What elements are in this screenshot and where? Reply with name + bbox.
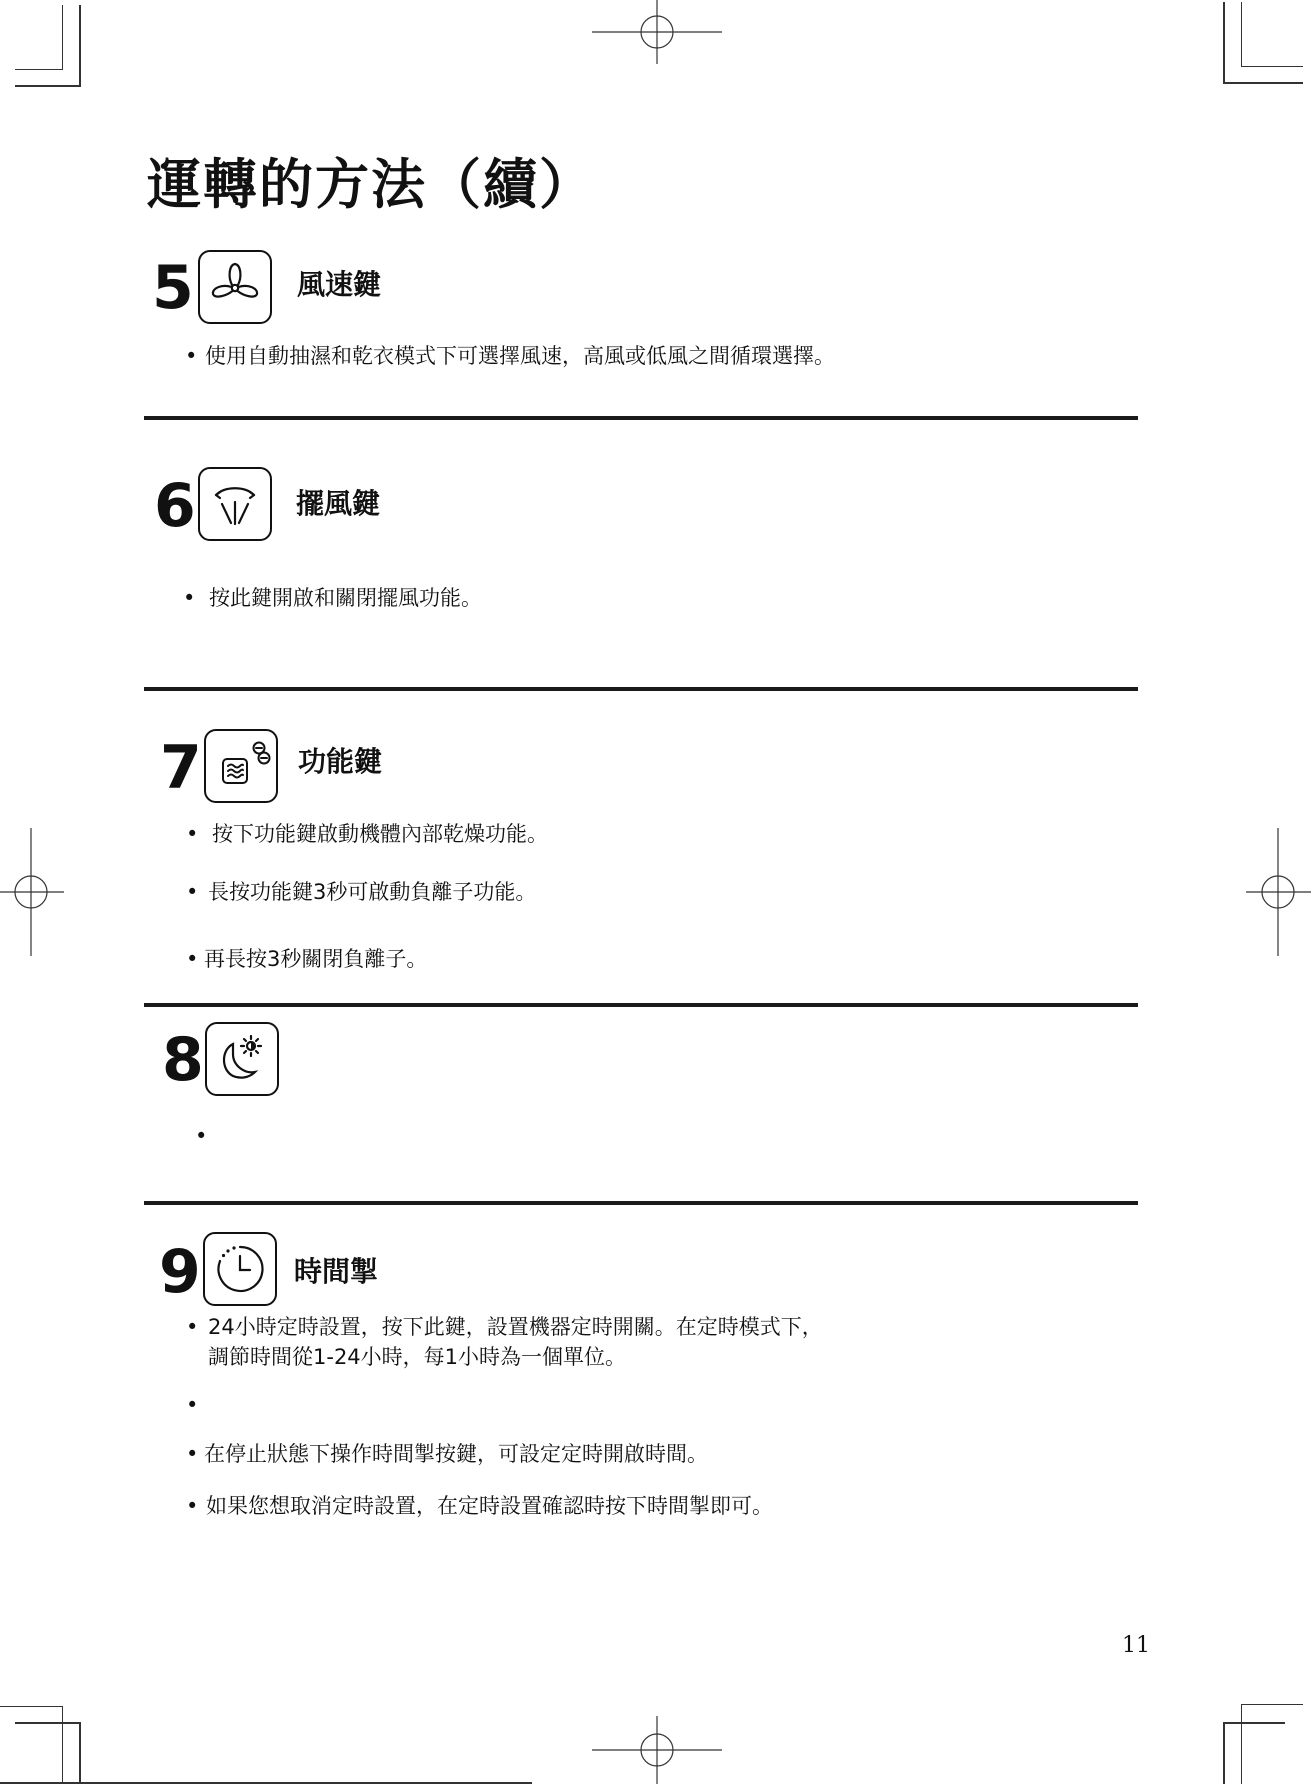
registration-mark-left [0, 828, 64, 956]
section-heading: 時間掣 [294, 1255, 379, 1288]
section-heading: 功能鍵 [298, 745, 383, 778]
section-divider [144, 687, 1138, 691]
fan-speed-key-icon [198, 250, 272, 324]
page-number: 11 [1122, 1633, 1150, 1658]
section-divider [144, 416, 1138, 420]
bullet-item: • 按下功能鍵啟動機體內部乾燥功能。 [186, 822, 548, 846]
bullet-item: • 使用自動抽濕和乾衣模式下可選擇風速，高風或低風之間循環選擇。 [185, 344, 835, 368]
section-heading: 擺風鍵 [296, 487, 381, 520]
swing-icon [200, 469, 270, 539]
registration-mark-top [592, 0, 722, 66]
sleep-icon [207, 1024, 277, 1094]
bullet-item: • [195, 1124, 208, 1148]
timer-icon [205, 1234, 275, 1304]
page-title: 運轉的方法（續） [147, 153, 595, 216]
bullet-item: • [186, 1393, 199, 1417]
registration-mark-right [1246, 828, 1311, 956]
sleep-key-icon [205, 1022, 279, 1096]
bullet-item: • 在停止狀態下操作時間掣按鍵，可設定定時開啟時間。 [186, 1442, 708, 1466]
swing-key-icon [198, 467, 272, 541]
section-number: 8 [162, 1025, 204, 1095]
section-divider [144, 1201, 1138, 1205]
bullet-item: • 按此鍵開啟和關閉擺風功能。 [183, 586, 482, 610]
bullet-item: • 再長按3秒關閉負離子。 [186, 947, 428, 971]
fan-icon [200, 252, 270, 322]
section-number: 7 [160, 733, 202, 803]
section-number: 5 [152, 253, 194, 323]
registration-mark-bottom [592, 1716, 722, 1784]
function-key-icon [204, 729, 278, 803]
timer-key-icon [203, 1232, 277, 1306]
bullet-item: • 24小時定時設置，按下此鍵，設置機器定時開關。在定時模式下， [186, 1315, 823, 1339]
section-divider [144, 1003, 1138, 1007]
bullet-item: • 長按功能鍵3秒可啟動負離子功能。 [186, 880, 537, 904]
bullet-continuation: 調節時間從1-24小時，每1小時為一個單位。 [208, 1345, 627, 1369]
bullet-item: • 如果您想取消定時設置，在定時設置確認時按下時間掣即可。 [186, 1494, 773, 1518]
section-number: 6 [154, 471, 196, 541]
section-heading: 風速鍵 [297, 268, 382, 301]
section-number: 9 [159, 1237, 201, 1307]
function-icon [206, 731, 276, 801]
